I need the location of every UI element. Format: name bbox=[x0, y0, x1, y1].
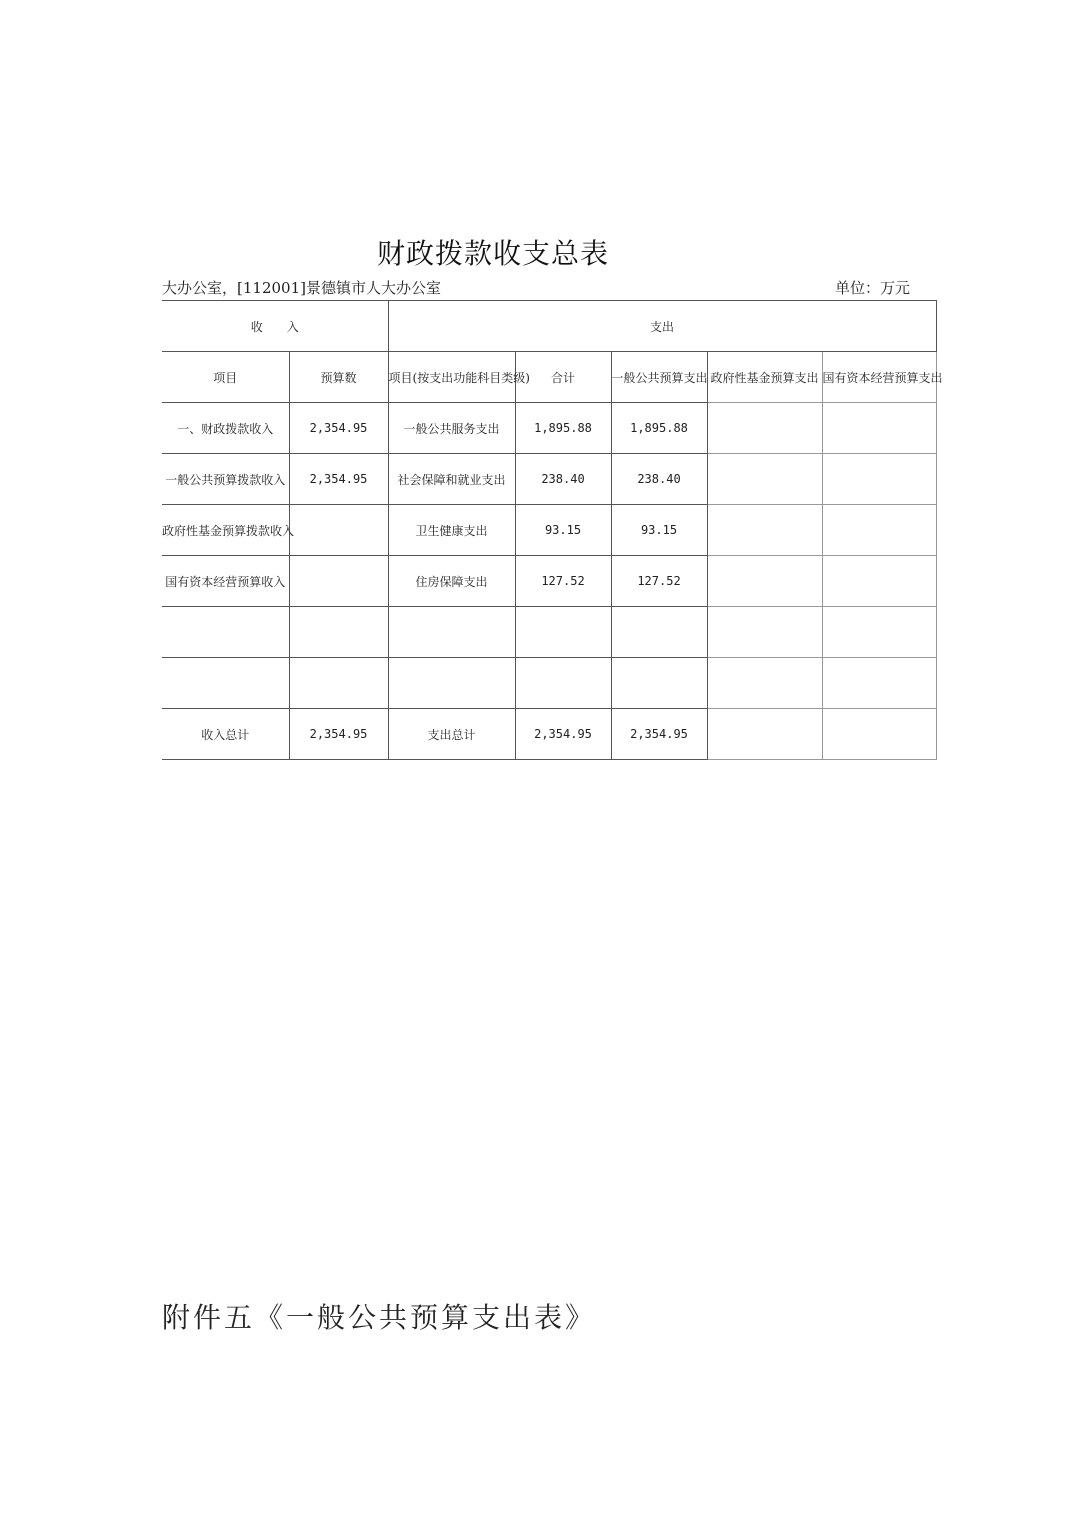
col-header-general-budget: 一般公共预算支出 bbox=[611, 352, 707, 403]
total-cell: 1,895.88 bbox=[515, 403, 611, 454]
total-cell bbox=[515, 607, 611, 658]
budget-amount-cell: 2,354.95 bbox=[289, 454, 388, 505]
income-total-value: 2,354.95 bbox=[289, 709, 388, 760]
table-row bbox=[162, 658, 936, 709]
budget-amount-cell bbox=[289, 658, 388, 709]
col-header-budget: 预算数 bbox=[289, 352, 388, 403]
state-capital-cell bbox=[822, 403, 936, 454]
table-row bbox=[162, 454, 936, 505]
appendix-heading: 附件五《一般公共预算支出表》 bbox=[162, 1301, 597, 1334]
total-cell: 127.52 bbox=[515, 556, 611, 607]
expense-group-header: 支出 bbox=[388, 301, 936, 352]
income-item-cell: 国有资本经营预算收入 bbox=[162, 556, 289, 607]
column-header-row bbox=[162, 352, 936, 403]
organization-label: 大办公室，[112001]景德镇市人大办公室 bbox=[162, 279, 441, 297]
table-row bbox=[162, 505, 936, 556]
expense-item-cell: 社会保障和就业支出 bbox=[388, 454, 515, 505]
income-item-cell bbox=[162, 607, 289, 658]
expense-item-cell bbox=[388, 658, 515, 709]
income-total-label: 收入总计 bbox=[162, 709, 289, 760]
general-budget-cell: 93.15 bbox=[611, 505, 707, 556]
budget-amount-cell bbox=[289, 556, 388, 607]
general-budget-cell bbox=[611, 607, 707, 658]
gov-fund-cell bbox=[707, 403, 822, 454]
gov-fund-cell bbox=[707, 454, 822, 505]
gov-fund-cell bbox=[707, 505, 822, 556]
income-item-cell: 一、财政拨款收入 bbox=[162, 403, 289, 454]
gov-fund-total-value bbox=[707, 709, 822, 760]
budget-summary-table bbox=[162, 300, 943, 760]
total-cell: 93.15 bbox=[515, 505, 611, 556]
state-capital-cell bbox=[822, 505, 936, 556]
state-capital-cell bbox=[822, 556, 936, 607]
income-item-cell bbox=[162, 658, 289, 709]
unit-label: 单位：万元 bbox=[834, 279, 910, 297]
general-budget-cell bbox=[611, 658, 707, 709]
budget-amount-cell: 2,354.95 bbox=[289, 403, 388, 454]
total-cell: 238.40 bbox=[515, 454, 611, 505]
col-header-total: 合计 bbox=[515, 352, 611, 403]
page-title: 财政拨款收支总表 bbox=[376, 237, 609, 270]
expense-item-cell: 一般公共服务支出 bbox=[388, 403, 515, 454]
expense-item-cell bbox=[388, 607, 515, 658]
total-cell bbox=[515, 658, 611, 709]
expense-item-cell: 住房保障支出 bbox=[388, 556, 515, 607]
group-header-row bbox=[162, 301, 936, 352]
gov-fund-cell bbox=[707, 556, 822, 607]
col-header-gov-fund: 政府性基金预算支出 bbox=[707, 352, 822, 403]
budget-amount-cell bbox=[289, 607, 388, 658]
total-row bbox=[162, 709, 936, 760]
general-budget-total-value: 2,354.95 bbox=[611, 709, 707, 760]
header-info bbox=[162, 277, 910, 299]
state-capital-cell bbox=[822, 658, 936, 709]
gov-fund-cell bbox=[707, 658, 822, 709]
table-row bbox=[162, 556, 936, 607]
income-item-cell: 一般公共预算拨款收入 bbox=[162, 454, 289, 505]
budget-amount-cell bbox=[289, 505, 388, 556]
state-capital-cell bbox=[822, 454, 936, 505]
income-group-header: 收 入 bbox=[162, 301, 388, 352]
state-capital-cell bbox=[822, 607, 936, 658]
income-item-cell: 政府性基金预算拨款收入 bbox=[162, 505, 289, 556]
expense-total-value: 2,354.95 bbox=[515, 709, 611, 760]
expense-total-label: 支出总计 bbox=[388, 709, 515, 760]
gov-fund-cell bbox=[707, 607, 822, 658]
state-capital-total-value bbox=[822, 709, 936, 760]
col-header-income-item: 项目 bbox=[162, 352, 289, 403]
col-header-state-capital: 国有资本经营预算支出 bbox=[822, 352, 936, 403]
general-budget-cell: 127.52 bbox=[611, 556, 707, 607]
table-row bbox=[162, 607, 936, 658]
general-budget-cell: 1,895.88 bbox=[611, 403, 707, 454]
general-budget-cell: 238.40 bbox=[611, 454, 707, 505]
expense-item-cell: 卫生健康支出 bbox=[388, 505, 515, 556]
table-row bbox=[162, 403, 936, 454]
col-header-expense-item: 项目(按支出功能科目类级) bbox=[388, 352, 515, 403]
